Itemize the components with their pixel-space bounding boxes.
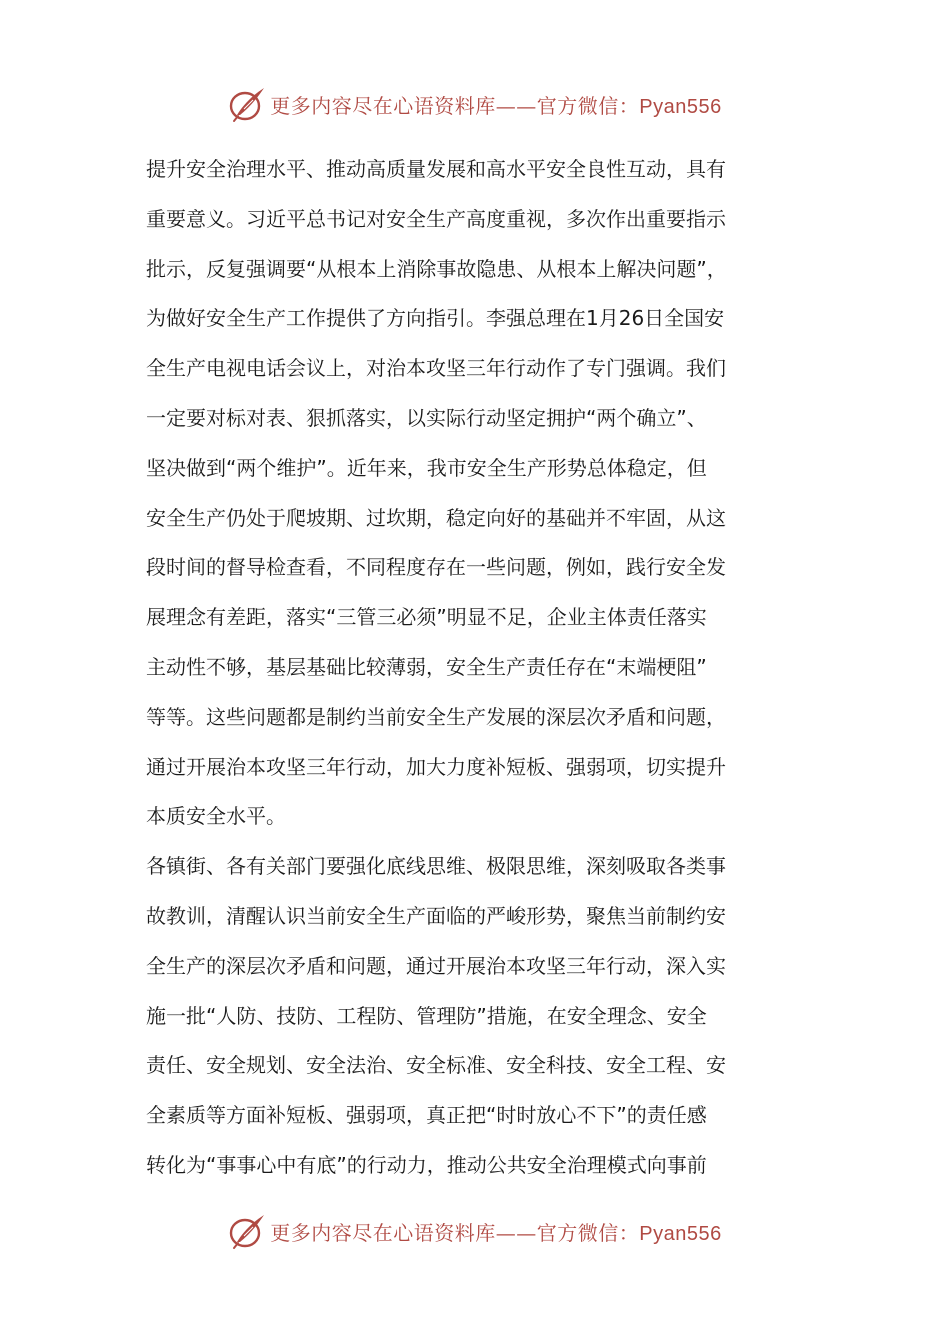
text-line: 本质安全水平。 bbox=[146, 804, 286, 829]
text-line: 全素质等方面补短板、强弱项，真正把“时时放心不下”的责任感 bbox=[146, 1103, 707, 1128]
text-line: 施一批“人防、技防、工程防、管理防”措施，在安全理念、安全 bbox=[146, 1003, 707, 1028]
text-line: 各镇街、各有关部门要强化底线思维、极限思维，深刻吸取各类事 bbox=[146, 854, 726, 879]
text-line: 一定要对标对表、狠抓落实，以实际行动坚定拥护“两个确立”、 bbox=[146, 405, 707, 430]
text-line: 为做好安全生产工作提供了方向指引。李强总理在1月26日全国安 bbox=[146, 306, 725, 331]
banner-dash: —— bbox=[495, 1220, 537, 1245]
banner-slogan: 更多内容尽在心语资料库 bbox=[270, 93, 496, 118]
quill-logo-icon bbox=[228, 85, 268, 123]
banner-text bbox=[270, 90, 721, 119]
text-line: 故教训，清醒认识当前安全生产面临的严峻形势，聚焦当前制约安 bbox=[146, 903, 726, 928]
text-line: 责任、安全规划、安全法治、安全标准、安全科技、安全工程、安 bbox=[146, 1053, 726, 1078]
banner-wechat-id: Pyan556 bbox=[639, 95, 722, 118]
text-line: 主动性不够，基层基础比较薄弱，安全生产责任存在“末端梗阻” bbox=[146, 654, 707, 679]
banner-text bbox=[270, 1217, 721, 1246]
banner-wechat-label: 官方微信： bbox=[536, 93, 640, 118]
quill-logo-icon bbox=[228, 1212, 268, 1250]
document-body bbox=[146, 145, 806, 1191]
text-line: 坚决做到“两个维护”。近年来，我市安全生产形势总体稳定，但 bbox=[146, 455, 707, 480]
text-line: 全生产的深层次矛盾和问题，通过开展治本攻坚三年行动，深入实 bbox=[146, 953, 726, 978]
banner-dash: —— bbox=[495, 93, 537, 118]
text-line: 等等。这些问题都是制约当前安全生产发展的深层次矛盾和问题， bbox=[146, 704, 726, 729]
text-line: 重要意义。习近平总书记对安全生产高度重视，多次作出重要指示 bbox=[146, 206, 726, 231]
text-line: 安全生产仍处于爬坡期、过坎期，稳定向好的基础并不牢固，从这 bbox=[146, 505, 726, 530]
text-line: 展理念有差距，落实“三管三必须”明显不足，企业主体责任落实 bbox=[146, 605, 707, 630]
text-line: 全生产电视电话会议上，对治本攻坚三年行动作了专门强调。我们 bbox=[146, 356, 726, 381]
text-line: 转化为“事事心中有底”的行动力，推动公共安全治理模式向事前 bbox=[146, 1152, 707, 1177]
footer-banner bbox=[0, 1211, 950, 1251]
banner-wechat-label: 官方微信： bbox=[536, 1220, 640, 1245]
banner-slogan: 更多内容尽在心语资料库 bbox=[270, 1220, 496, 1245]
banner-wechat-id: Pyan556 bbox=[639, 1222, 722, 1245]
text-line: 通过开展治本攻坚三年行动，加大力度补短板、强弱项，切实提升 bbox=[146, 754, 726, 779]
text-line: 提升安全治理水平、推动高质量发展和高水平安全良性互动，具有 bbox=[146, 157, 726, 181]
header-banner bbox=[0, 84, 950, 124]
text-line: 批示，反复强调要“从根本上消除事故隐患、从根本上解决问题”， bbox=[146, 256, 727, 281]
text-line: 段时间的督导检查看，不同程度存在一些问题，例如，践行安全发 bbox=[146, 555, 726, 580]
